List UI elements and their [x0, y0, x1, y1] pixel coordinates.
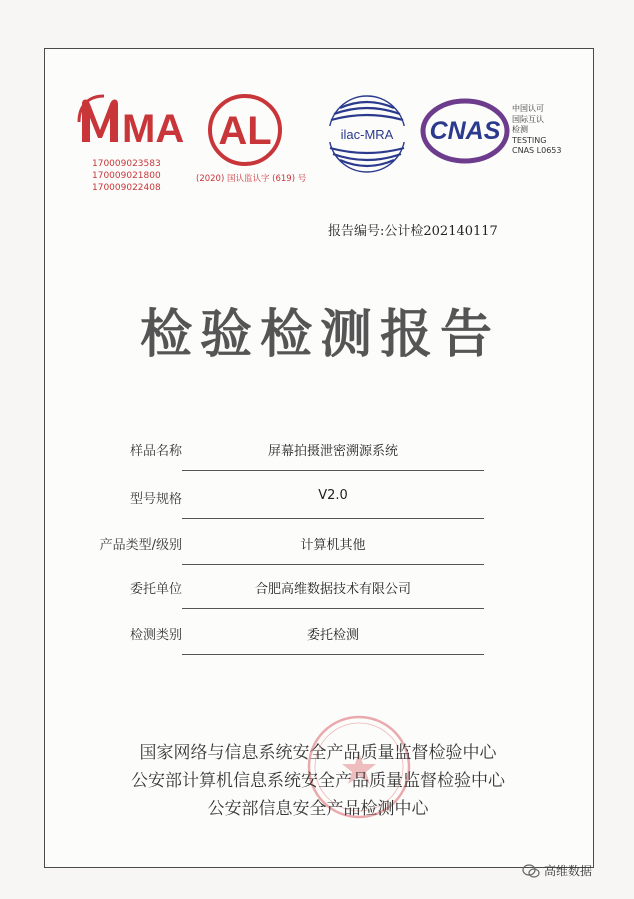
field-underline: [182, 470, 484, 471]
field-value-sample-name: 屏幕拍摄泄密溯源系统: [267, 444, 398, 459]
cnas-caption-line: CNAS L0653: [512, 146, 562, 155]
cal-logo: [206, 92, 284, 168]
cma-number: 170009023583: [92, 159, 161, 169]
cnas-caption-line: 中国认可: [512, 104, 544, 113]
wechat-icon: [522, 864, 540, 878]
cnas-caption-line: 检测: [512, 125, 528, 134]
cma-logo-text: MA: [122, 107, 185, 151]
field-underline: [182, 518, 484, 519]
field-underline: [182, 654, 484, 655]
organization-name: 公安部信息安全产品检测中心: [207, 799, 429, 819]
cnas-caption: [512, 104, 561, 157]
cma-number: 170009022408: [92, 183, 161, 193]
field-label-model: 型号规格: [129, 492, 182, 507]
field-value-product-type: 计算机其他: [300, 538, 366, 553]
field-label-product-type: 产品类型/级别: [99, 538, 182, 553]
ilac-mra-logo: [322, 92, 412, 176]
field-underline: [182, 564, 484, 565]
field-label-client: 委托单位: [129, 582, 182, 597]
cnas-logo-text: CNAS: [429, 117, 501, 145]
organization-name: 公安部计算机信息系统安全产品质量监督检验中心: [131, 771, 505, 791]
field-label-test-category: 检测类别: [129, 628, 182, 643]
cma-numbers: [92, 158, 161, 194]
cal-logo-text: AL: [218, 109, 272, 153]
ilac-logo-text: ilac-MRA: [340, 127, 394, 142]
report-number: 报告编号:公计检202140117: [328, 224, 498, 239]
field-value-client: 合肥高维数据技术有限公司: [254, 582, 411, 597]
cma-logo: [76, 94, 185, 151]
cnas-logo: [420, 98, 510, 164]
cma-number: 170009021800: [92, 171, 161, 181]
organization-name: 国家网络与信息系统安全产品质量监督检验中心: [139, 743, 497, 763]
cal-number: (2020) 国认监认字 (619) 号: [196, 174, 307, 184]
watermark-text: 高维数据: [544, 864, 593, 878]
report-title: 检验检测报告: [140, 304, 501, 365]
field-value-model: V2.0: [318, 488, 348, 503]
field-value-test-category: 委托检测: [306, 628, 359, 643]
cnas-caption-line: TESTING: [512, 135, 547, 145]
field-label-sample-name: 样品名称: [129, 444, 182, 459]
field-underline: [182, 608, 484, 609]
cnas-caption-line: 国际互认: [512, 114, 544, 124]
wechat-watermark: [522, 862, 592, 879]
